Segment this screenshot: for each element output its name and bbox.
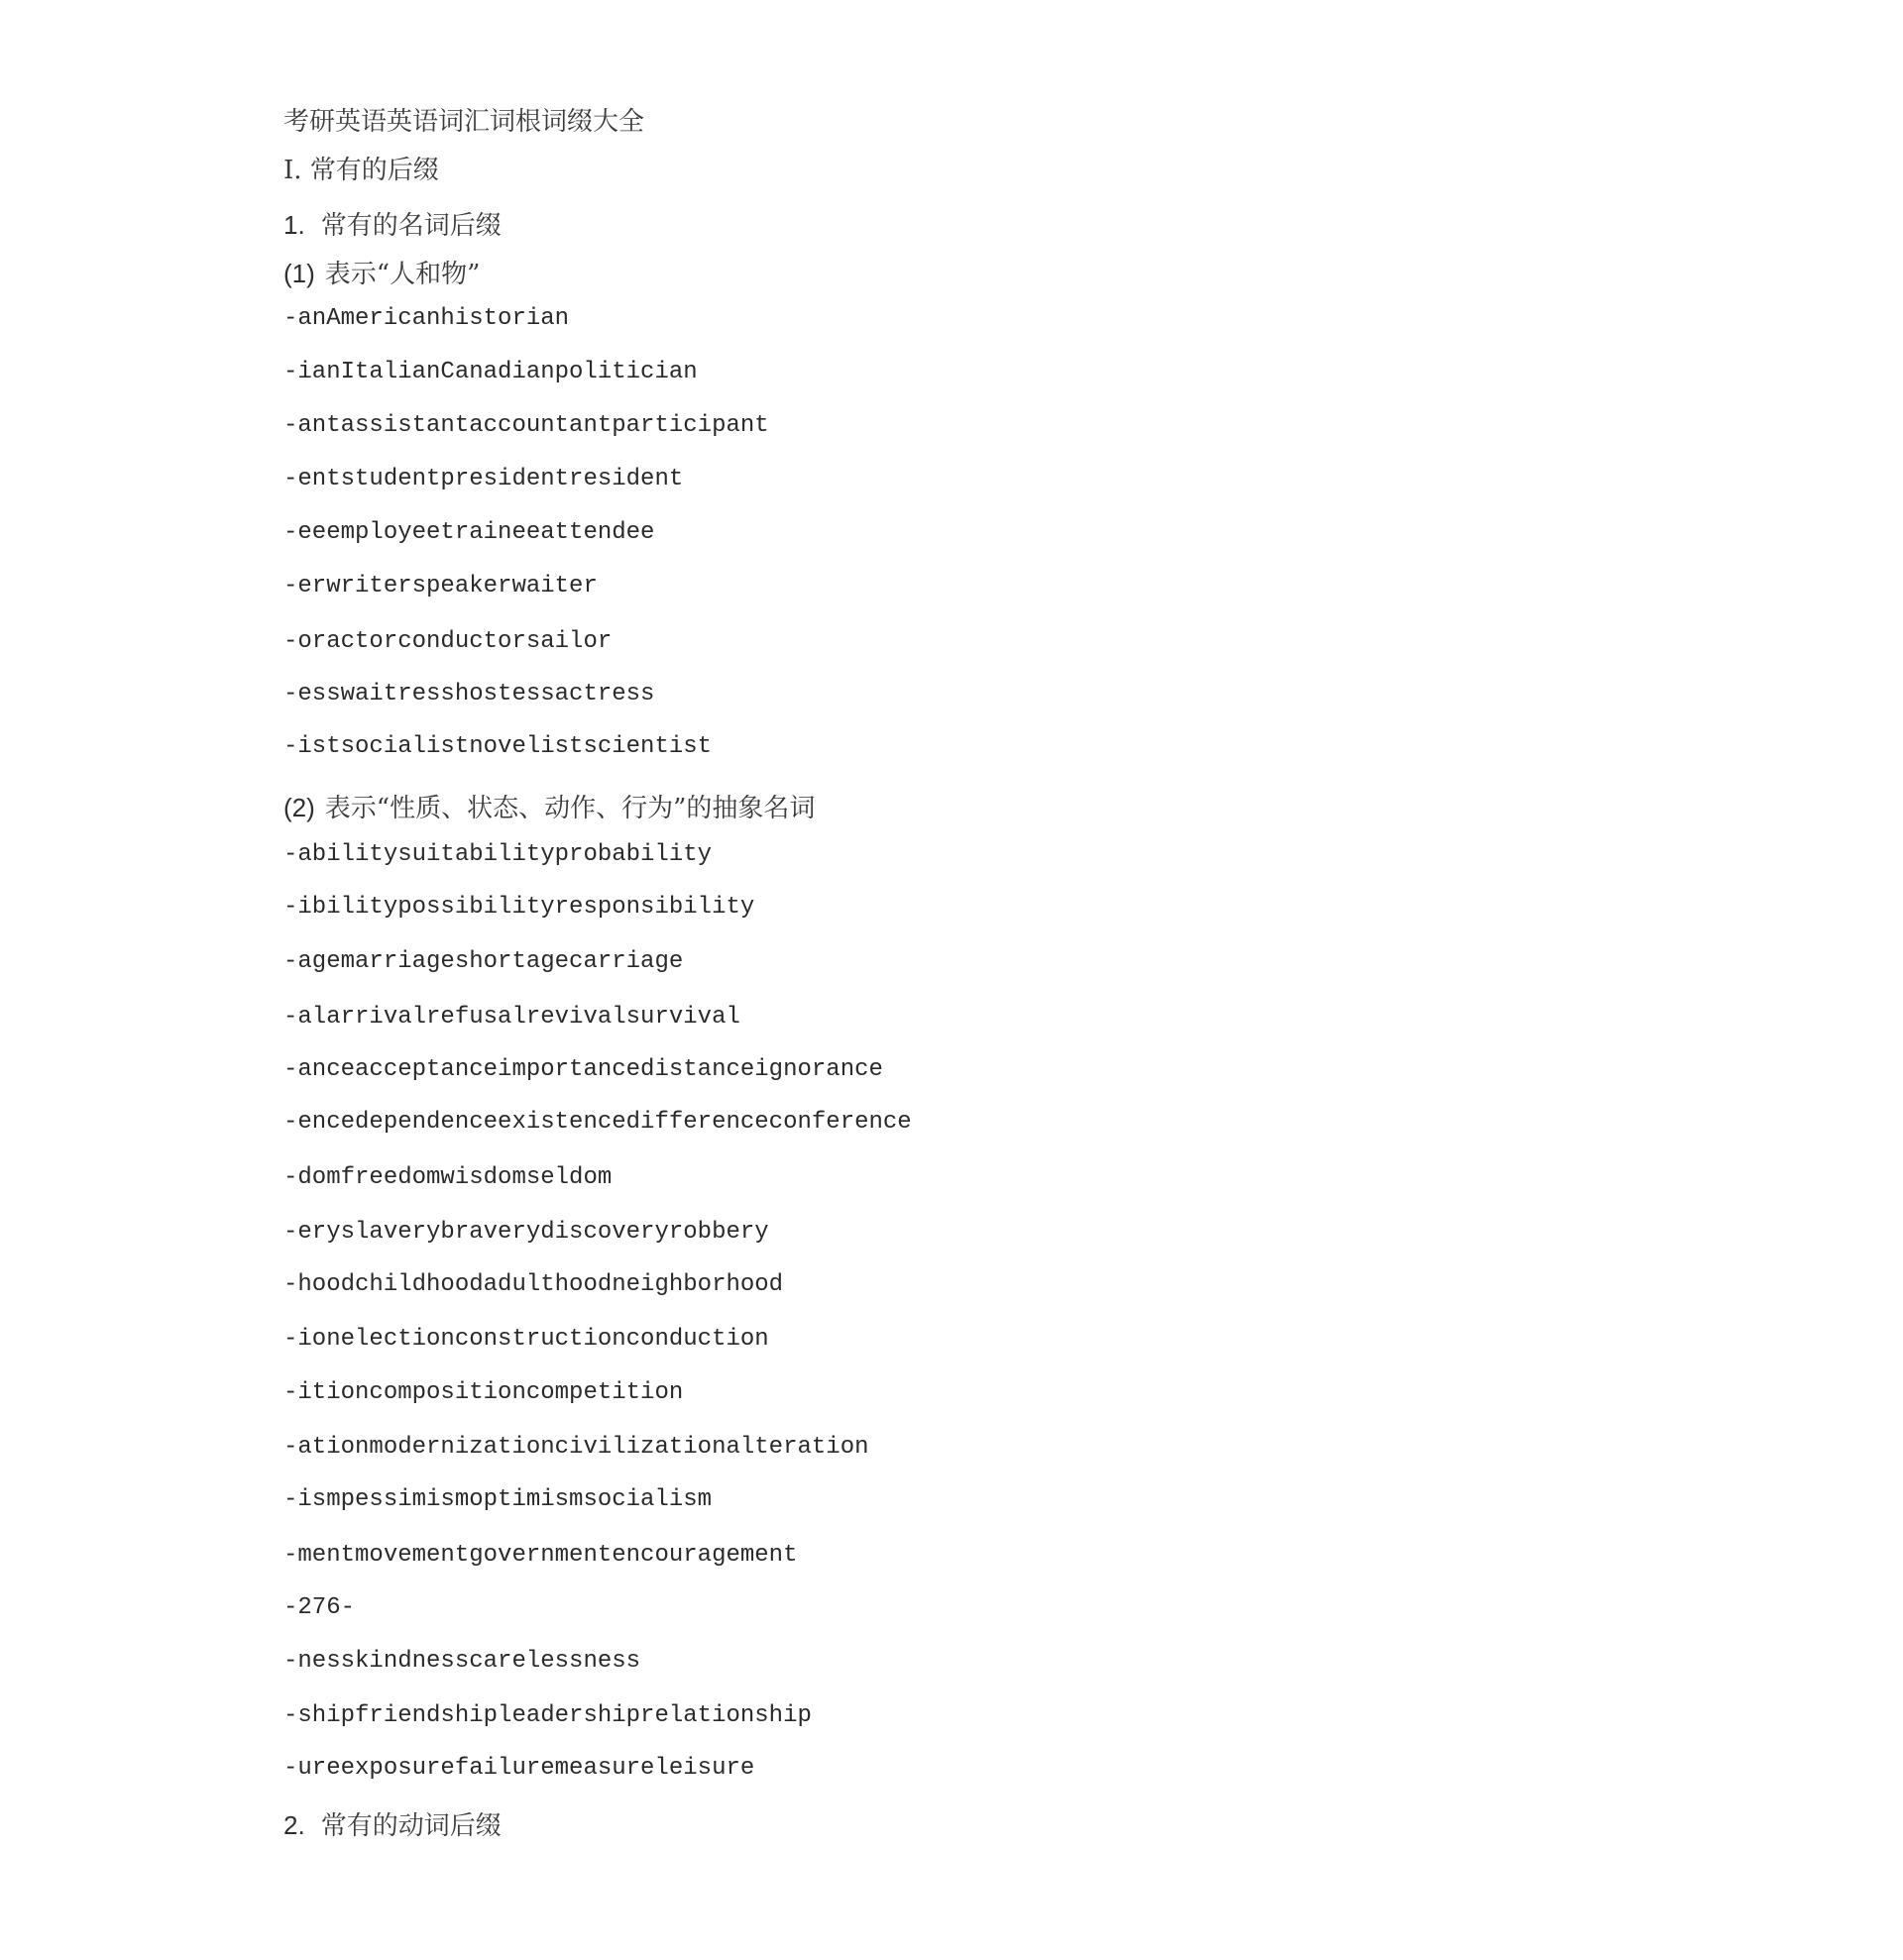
list-item: -nesskindnesscarelessness xyxy=(283,1648,641,1675)
list-item: -agemarriageshortagecarriage xyxy=(283,948,684,975)
list-item: -entstudentpresidentresident xyxy=(283,466,684,492)
list-item: -abilitysuitabilityprobability xyxy=(283,841,713,868)
list-item: -anceacceptanceimportancedistanceignorance xyxy=(283,1056,883,1083)
list-item: -alarrivalrefusalrevivalsurvival xyxy=(283,1004,740,1031)
subsection-heading-verbs xyxy=(283,1812,502,1839)
subsection-number: 2. xyxy=(283,1810,305,1840)
group-text: 表示“人和物” xyxy=(324,260,481,289)
subsection-text: 常有的动词后缀 xyxy=(320,1811,502,1841)
group-heading-people xyxy=(283,261,480,287)
group-number: (2) xyxy=(283,793,315,822)
list-item: -ibilitypossibilityresponsibility xyxy=(283,894,755,921)
subsection-heading-nouns xyxy=(283,212,502,239)
list-item: -anAmericanhistorian xyxy=(283,305,570,332)
list-item: -domfreedomwisdomseldom xyxy=(283,1164,613,1191)
list-item: -ianItalianCanadianpolitician xyxy=(283,359,698,385)
list-item: -antassistantaccountantparticipant xyxy=(283,412,769,439)
subsection-text: 常有的名词后缀 xyxy=(320,211,502,241)
list-item: -encedependenceexistencedifferenceconference xyxy=(283,1109,912,1136)
list-item: -esswaitresshostessactress xyxy=(283,681,655,708)
list-item: -eeemployeetraineeattendee xyxy=(283,519,655,546)
subsection-number: 1. xyxy=(283,210,305,240)
group-number: (1) xyxy=(283,259,315,288)
group-text: 表示“性质、状态、动作、行为”的抽象名词 xyxy=(324,794,816,823)
list-item: -itioncompositioncompetition xyxy=(283,1379,684,1406)
list-item: -ismpessimismoptimismsocialism xyxy=(283,1486,713,1513)
list-item: -erwriterspeakerwaiter xyxy=(283,573,598,599)
list-item: -eryslaverybraverydiscoveryrobbery xyxy=(283,1219,769,1246)
document-title: 考研英语英语词汇词根词缀大全 xyxy=(283,107,645,137)
section-heading: Ⅰ. 常有的后缀 xyxy=(283,156,439,185)
list-item: -oractorconductorsailor xyxy=(283,628,613,655)
list-item: -ureexposurefailuremeasureleisure xyxy=(283,1755,755,1782)
group-heading-abstract xyxy=(283,795,815,821)
list-item: -istsocialistnovelistscientist xyxy=(283,733,713,760)
list-item: -ationmodernizationcivilizationalteration xyxy=(283,1434,869,1461)
list-item: -mentmovementgovernmentencouragement xyxy=(283,1542,798,1569)
list-item: -ionelectionconstructionconduction xyxy=(283,1326,769,1353)
list-item: -hoodchildhoodadulthoodneighborhood xyxy=(283,1271,784,1298)
page-number: -276- xyxy=(283,1594,356,1621)
list-item: -shipfriendshipleadershiprelationship xyxy=(283,1702,812,1729)
